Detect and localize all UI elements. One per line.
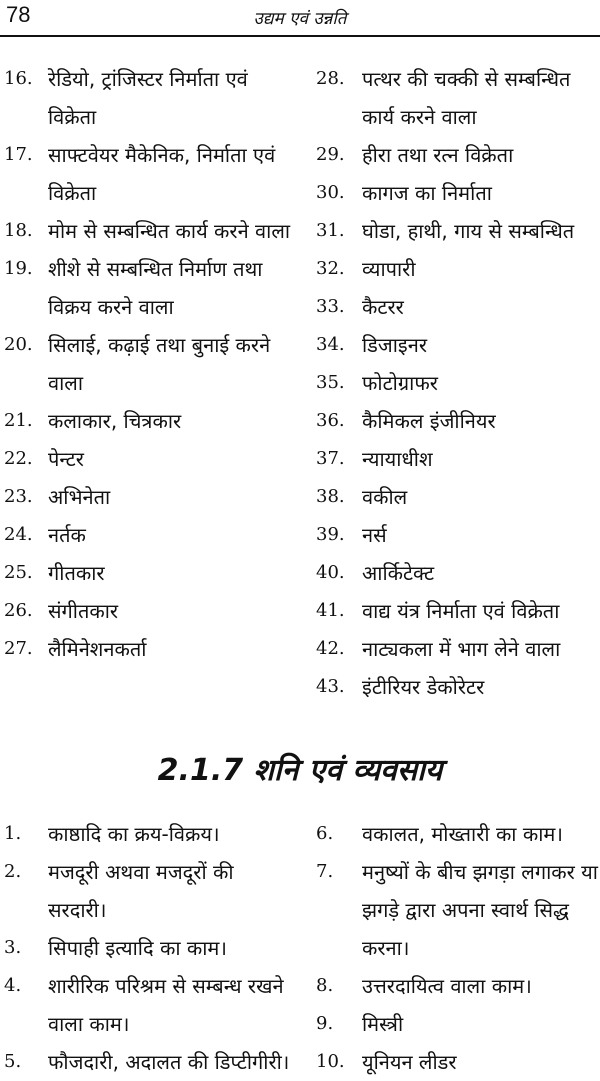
list-item bbox=[4, 402, 294, 440]
item-number: 41. bbox=[316, 600, 345, 621]
item-text: मनुष्यों के बीच झगड़ा लगाकर या झगड़े द्वारा अपना स्वार्थ सिद्ध करना। bbox=[362, 860, 598, 960]
item-text: वाद्य यंत्र निर्माता एवं विक्रेता bbox=[362, 599, 560, 623]
list-item bbox=[316, 478, 598, 516]
list-item bbox=[316, 174, 598, 212]
item-text: शारीरिक परिश्रम से सम्बन्ध रखने वाला काम। bbox=[48, 974, 284, 1036]
item-text: वकील bbox=[362, 485, 408, 509]
item-number: 6. bbox=[316, 823, 334, 844]
item-number: 5. bbox=[4, 1051, 22, 1072]
item-number: 31. bbox=[316, 220, 345, 241]
list-item bbox=[4, 212, 294, 250]
item-number: 10. bbox=[316, 1051, 345, 1072]
list-item bbox=[316, 288, 598, 326]
item-number: 8. bbox=[316, 975, 334, 996]
item-text: नर्स bbox=[362, 523, 387, 547]
item-number: 43. bbox=[316, 676, 345, 697]
item-text: मिस्त्री bbox=[362, 1012, 404, 1036]
list-item bbox=[316, 516, 598, 554]
item-text: मजदूरी अथवा मजदूरों की सरदारी। bbox=[48, 860, 234, 922]
item-number: 32. bbox=[316, 258, 345, 279]
list-item bbox=[316, 1043, 598, 1081]
item-number: 24. bbox=[4, 524, 33, 545]
item-text: लैमिनेशनकर्ता bbox=[48, 637, 147, 661]
item-text: फौजदारी, अदालत की डिप्टीगीरी। bbox=[48, 1050, 290, 1074]
list-item bbox=[316, 440, 598, 478]
item-number: 7. bbox=[316, 861, 334, 882]
item-text: इंटीरियर डेकोरेटर bbox=[362, 675, 485, 699]
section-heading: 2.1.7 शनि एवं व्यवसाय bbox=[157, 753, 443, 788]
list-item bbox=[4, 250, 294, 326]
item-number: 21. bbox=[4, 410, 33, 431]
list-item bbox=[4, 478, 294, 516]
list-item bbox=[4, 516, 294, 554]
item-number: 42. bbox=[316, 638, 345, 659]
list-item bbox=[316, 592, 598, 630]
list-item bbox=[4, 326, 294, 402]
item-text: कैमिकल इंजीनियर bbox=[362, 409, 496, 433]
item-number: 33. bbox=[316, 296, 345, 317]
list-item bbox=[316, 136, 598, 174]
item-text: कलाकार, चित्रकार bbox=[48, 409, 182, 433]
list-item bbox=[4, 136, 294, 212]
item-text: कागज का निर्माता bbox=[362, 181, 492, 205]
item-text: सिलाई, कढ़ाई तथा बुनाई करने वाला bbox=[48, 333, 271, 395]
item-text: नाट्यकला में भाग लेने वाला bbox=[362, 637, 561, 661]
item-text: रेडियो, ट्रांजिस्टर निर्माता एवं विक्रेता bbox=[48, 67, 248, 129]
list-item bbox=[316, 554, 598, 592]
item-text: हीरा तथा रत्न विक्रेता bbox=[362, 143, 514, 167]
list-item bbox=[4, 440, 294, 478]
item-number: 37. bbox=[316, 448, 345, 469]
item-text: मोम से सम्बन्धित कार्य करने वाला bbox=[48, 219, 291, 243]
list-item bbox=[4, 630, 294, 668]
list-item bbox=[4, 592, 294, 630]
item-text: आर्किटेक्ट bbox=[362, 561, 435, 585]
list-item bbox=[316, 402, 598, 440]
item-number: 18. bbox=[4, 220, 33, 241]
item-number: 1. bbox=[4, 823, 22, 844]
item-text: यूनियन लीडर bbox=[362, 1050, 457, 1074]
item-text: अभिनेता bbox=[48, 485, 111, 509]
list-item bbox=[4, 929, 294, 967]
list-item bbox=[4, 815, 294, 853]
list-item bbox=[4, 1043, 294, 1081]
list-item bbox=[316, 250, 598, 288]
item-number: 23. bbox=[4, 486, 33, 507]
item-number: 9. bbox=[316, 1013, 334, 1034]
item-number: 26. bbox=[4, 600, 33, 621]
occupation-list-left bbox=[4, 60, 294, 668]
header-rule bbox=[0, 35, 600, 37]
item-text: घोडा, हाथी, गाय से सम्बन्धित bbox=[362, 219, 575, 243]
item-number: 17. bbox=[4, 144, 33, 165]
item-text: शीशे से सम्बन्धित निर्माण तथा विक्रय करने वाला bbox=[48, 257, 263, 319]
item-text: फोटोग्राफर bbox=[362, 371, 438, 395]
saturn-occupation-list-left bbox=[4, 815, 294, 1081]
list-item bbox=[316, 364, 598, 402]
item-number: 35. bbox=[316, 372, 345, 393]
list-item bbox=[316, 853, 598, 967]
list-item bbox=[316, 1005, 598, 1043]
item-number: 20. bbox=[4, 334, 33, 355]
item-number: 19. bbox=[4, 258, 33, 279]
item-number: 34. bbox=[316, 334, 345, 355]
list-item bbox=[316, 60, 598, 136]
item-text: सिपाही इत्यादि का काम। bbox=[48, 936, 227, 960]
list-item bbox=[316, 668, 598, 706]
running-title: उद्यम एवं उन्नति bbox=[253, 9, 347, 29]
list-item bbox=[4, 60, 294, 136]
list-item bbox=[316, 967, 598, 1005]
item-text: वकालत, मोख्तारी का काम। bbox=[362, 822, 563, 846]
item-text: पेन्टर bbox=[48, 447, 84, 471]
item-text: पत्थर की चक्की से सम्बन्धित कार्य करने वाला bbox=[362, 67, 571, 129]
item-text: व्यापारी bbox=[362, 257, 416, 281]
list-item bbox=[4, 554, 294, 592]
list-item bbox=[316, 630, 598, 668]
item-number: 3. bbox=[4, 937, 22, 958]
item-text: साफ्टवेयर मैकेनिक, निर्माता एवं विक्रेता bbox=[48, 143, 276, 205]
list-item bbox=[4, 967, 294, 1043]
item-text: संगीतकार bbox=[48, 599, 119, 623]
list-item bbox=[4, 853, 294, 929]
occupation-list-right bbox=[316, 60, 598, 706]
item-text: गीतकार bbox=[48, 561, 105, 585]
item-number: 22. bbox=[4, 448, 33, 469]
item-text: न्यायाधीश bbox=[362, 447, 433, 471]
item-number: 36. bbox=[316, 410, 345, 431]
item-number: 28. bbox=[316, 68, 345, 89]
item-number: 4. bbox=[4, 975, 22, 996]
item-text: डिजाइनर bbox=[362, 333, 427, 357]
item-text: नर्तक bbox=[48, 523, 86, 547]
item-number: 25. bbox=[4, 562, 33, 583]
item-number: 16. bbox=[4, 68, 33, 89]
list-item bbox=[316, 815, 598, 853]
item-number: 38. bbox=[316, 486, 345, 507]
list-item bbox=[316, 326, 598, 364]
item-number: 30. bbox=[316, 182, 345, 203]
saturn-occupation-list-right bbox=[316, 815, 598, 1081]
item-number: 27. bbox=[4, 638, 33, 659]
list-item bbox=[316, 212, 598, 250]
item-number: 39. bbox=[316, 524, 345, 545]
item-number: 40. bbox=[316, 562, 345, 583]
item-number: 2. bbox=[4, 861, 22, 882]
item-number: 29. bbox=[316, 144, 345, 165]
item-text: काष्ठादि का क्रय-विक्रय। bbox=[48, 822, 220, 846]
page-header bbox=[0, 0, 600, 40]
item-text: कैटरर bbox=[362, 295, 404, 319]
page-number: 78 bbox=[6, 2, 31, 27]
item-text: उत्तरदायित्व वाला काम। bbox=[362, 974, 532, 998]
